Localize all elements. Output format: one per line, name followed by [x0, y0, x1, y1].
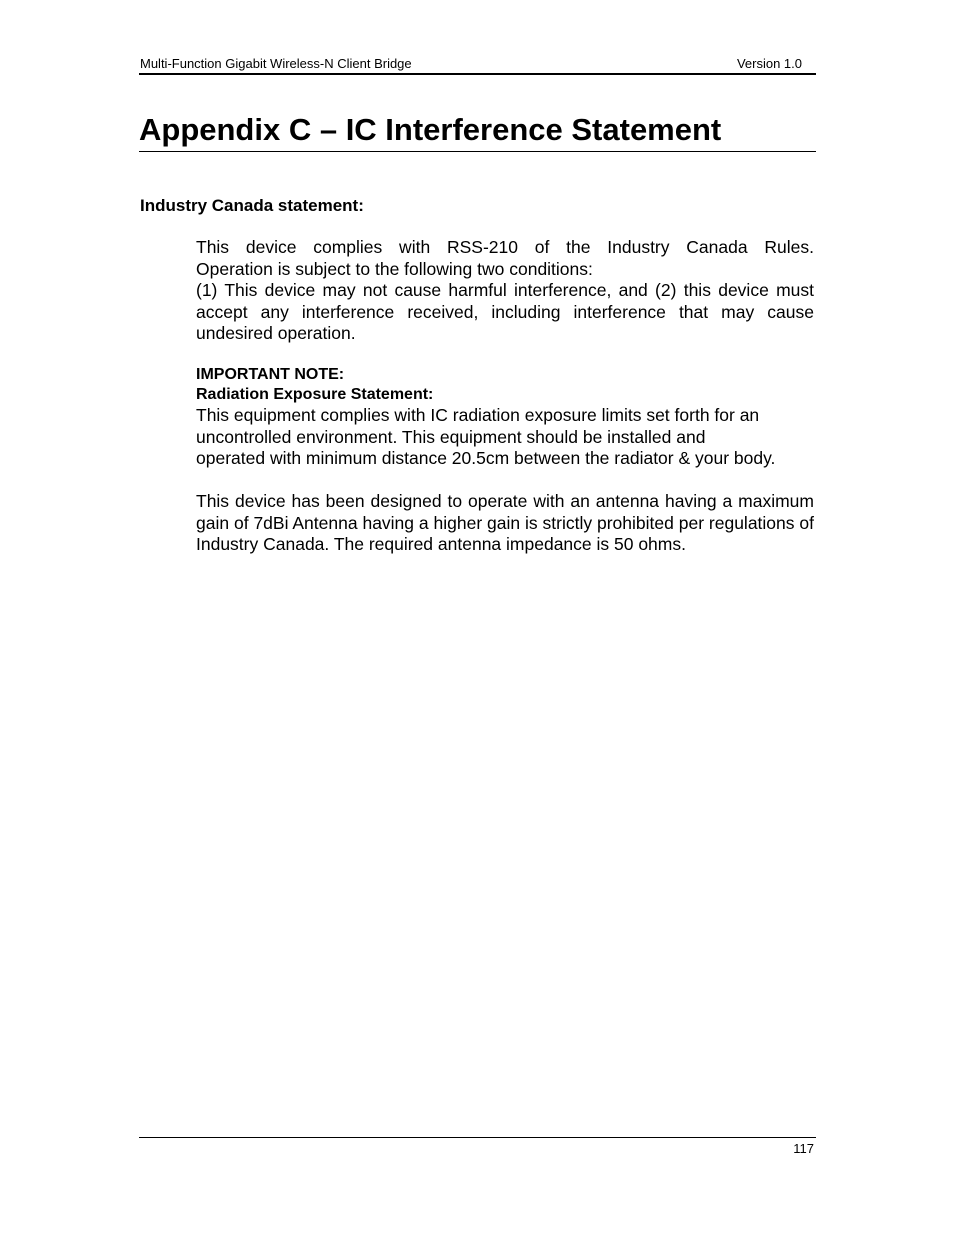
section-heading: Industry Canada statement: [140, 196, 364, 215]
conditions-paragraph: (1) This device may not cause harmful interference, and (2) this device must accept any interference received, including interference that may cause undesired operation. [196, 280, 814, 343]
page-header [139, 55, 816, 75]
page-title: Appendix C – IC Interference Statement [139, 110, 816, 152]
radiation-line-3: operated with minimum distance 20.5cm between the radiator & your body. [196, 448, 776, 468]
radiation-exposure-paragraph [196, 405, 836, 470]
page-number: 117 [793, 1141, 814, 1156]
compliance-paragraph [196, 237, 814, 280]
radiation-exposure-label: Radiation Exposure Statement: [196, 386, 434, 403]
header-product-name: Multi-Function Gigabit Wireless-N Client Bridge [140, 56, 412, 71]
header-version: Version 1.0 [736, 56, 802, 71]
footer-divider [139, 1137, 816, 1138]
compliance-line-2: Operation is subject to the following two conditions: [196, 258, 593, 279]
compliance-line-1: This device complies with RSS-210 of the Industry Canada Rules. [196, 237, 814, 257]
radiation-line-1: This equipment complies with IC radiation exposure limits set forth for an [196, 405, 760, 425]
antenna-paragraph: This device has been designed to operate with an antenna having a maximum gain of 7dBi Antenna having a higher gain is strictly prohibited per regulations of Industry Canada. The required antenna impedance is 50 ohms. [196, 491, 814, 554]
radiation-line-2: uncontrolled environment. This equipment should be installed and [196, 426, 706, 447]
important-note-label: IMPORTANT NOTE: [196, 366, 345, 383]
